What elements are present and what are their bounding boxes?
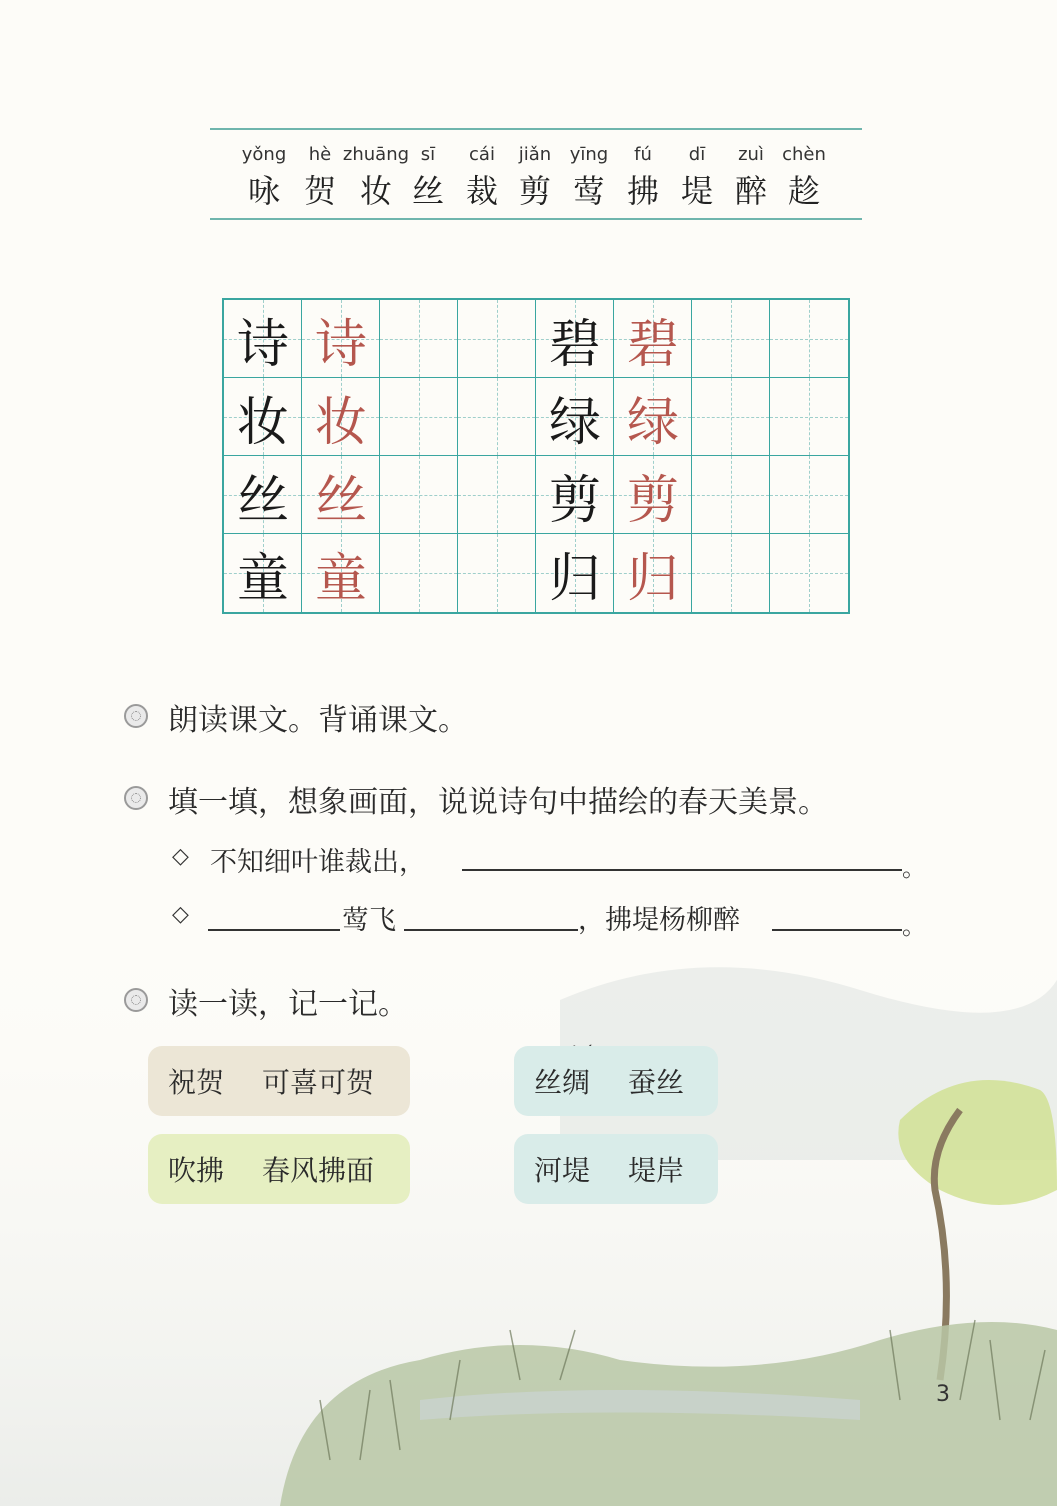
- grid-cell: [536, 378, 614, 456]
- vocab-char: 贺: [303, 172, 336, 210]
- practice-cell[interactable]: [458, 534, 536, 612]
- practice-cell[interactable]: [692, 300, 770, 378]
- grid-cell: [614, 534, 692, 612]
- diamond-bullet-icon: ◇: [172, 844, 189, 869]
- vocab-pinyin-band: [210, 128, 862, 220]
- fill-blank[interactable]: [404, 928, 578, 931]
- word: 河堤: [534, 1154, 591, 1187]
- practice-cell[interactable]: [770, 378, 848, 456]
- word: 丝绸: [534, 1066, 591, 1099]
- word-box: [514, 1134, 718, 1204]
- grid-cell: [536, 456, 614, 534]
- vocab-char: 莺: [572, 172, 605, 210]
- period-mark: 。: [902, 912, 926, 940]
- practice-cell[interactable]: [458, 456, 536, 534]
- diamond-bullet-icon: ◇: [172, 902, 189, 927]
- grid-cell: [224, 378, 302, 456]
- fill-blank[interactable]: [462, 868, 902, 871]
- word: 堤岸: [628, 1154, 685, 1187]
- vocab-pinyin: sī: [420, 144, 436, 165]
- word: 蚕丝: [628, 1066, 685, 1099]
- vocab-pinyin: cái: [469, 144, 495, 165]
- vocab-pinyin: dī: [688, 144, 706, 165]
- model-char: 丝: [236, 470, 289, 531]
- vocab-char: 堤: [680, 172, 713, 210]
- practice-cell[interactable]: [458, 300, 536, 378]
- practice-cell[interactable]: [380, 456, 458, 534]
- vocab-char: 趁: [787, 172, 820, 210]
- fill-blank[interactable]: [772, 928, 902, 931]
- exercise-bullet-icon: [124, 988, 148, 1012]
- grid-cell: [614, 456, 692, 534]
- poem-line-prompt: 不知细叶谁裁出，: [210, 847, 426, 878]
- practice-cell[interactable]: [692, 378, 770, 456]
- trace-char: 诗: [314, 314, 367, 375]
- practice-cell[interactable]: [380, 378, 458, 456]
- vocab-pinyin: zhuāng: [342, 144, 410, 165]
- practice-cell[interactable]: [380, 300, 458, 378]
- practice-cell[interactable]: [770, 300, 848, 378]
- word-box: [514, 1046, 718, 1116]
- word: 春风拂面: [262, 1154, 375, 1187]
- memorize-instruction: 读一读，记一记。: [168, 987, 408, 1022]
- vocab-char: 醉: [734, 172, 767, 210]
- vocab-pinyin: jiǎn: [518, 144, 552, 165]
- word: 吹拂: [168, 1154, 225, 1187]
- trace-char: 丝: [314, 470, 367, 531]
- practice-cell[interactable]: [692, 534, 770, 612]
- trace-char: 童: [314, 548, 367, 609]
- model-char: 绿: [548, 392, 601, 453]
- trace-char: 绿: [626, 392, 679, 453]
- vocab-pinyin: chèn: [782, 144, 826, 165]
- vocab-pinyin: yīng: [569, 144, 609, 165]
- grid-cell: [224, 534, 302, 612]
- grid-cell: [302, 534, 380, 612]
- grid-cell: [536, 534, 614, 612]
- grid-cell: [614, 300, 692, 378]
- practice-cell[interactable]: [770, 456, 848, 534]
- vocab-char: 丝: [411, 172, 444, 210]
- word-box: [148, 1134, 410, 1204]
- vocab-pinyin: hè: [308, 144, 332, 165]
- fill-instruction: 填一填，想象画面，说说诗句中描绘的春天美景。: [168, 785, 828, 820]
- practice-cell[interactable]: [380, 534, 458, 612]
- grid-cell: [614, 378, 692, 456]
- grid-cell: [302, 378, 380, 456]
- page-number: 3: [936, 1382, 950, 1407]
- poem-word: ，拂堤杨柳醉: [578, 905, 740, 936]
- word: 可喜可贺: [262, 1066, 375, 1099]
- model-char: 归: [548, 548, 601, 609]
- model-char: 剪: [548, 470, 601, 531]
- grid-cell: [536, 300, 614, 378]
- writing-grid: [222, 298, 850, 614]
- grid-cell: [302, 300, 380, 378]
- model-char: 诗: [236, 314, 289, 375]
- practice-cell[interactable]: [770, 534, 848, 612]
- word: 祝贺: [168, 1066, 225, 1099]
- exercise-bullet-icon: [124, 704, 148, 728]
- poem-word: 莺飞: [342, 905, 396, 936]
- trace-char: 剪: [626, 470, 679, 531]
- exercise-bullet-icon: [124, 786, 148, 810]
- model-char: 童: [236, 548, 289, 609]
- vocab-char: 裁: [465, 172, 498, 210]
- fill-blank[interactable]: [208, 928, 340, 931]
- trace-char: 碧: [626, 314, 679, 375]
- model-char: 妆: [236, 392, 289, 453]
- vocab-pinyin: yǒng: [241, 144, 287, 165]
- trace-char: 归: [626, 548, 679, 609]
- grid-cell: [302, 456, 380, 534]
- vocab-char: 咏: [247, 172, 280, 210]
- vocab-pinyin: zuì: [738, 144, 764, 165]
- period-mark: 。: [902, 854, 926, 882]
- practice-cell[interactable]: [458, 378, 536, 456]
- vocab-char: 拂: [626, 172, 659, 210]
- model-char: 碧: [548, 314, 601, 375]
- grid-cell: [224, 300, 302, 378]
- trace-char: 妆: [314, 392, 367, 453]
- vocab-char: 妆: [359, 172, 392, 210]
- read-instruction: 朗读课文。背诵课文。: [168, 703, 468, 738]
- grid-cell: [224, 456, 302, 534]
- word-box: [148, 1046, 410, 1116]
- practice-cell[interactable]: [692, 456, 770, 534]
- vocab-pinyin: fú: [634, 144, 652, 165]
- vocab-char: 剪: [518, 172, 551, 210]
